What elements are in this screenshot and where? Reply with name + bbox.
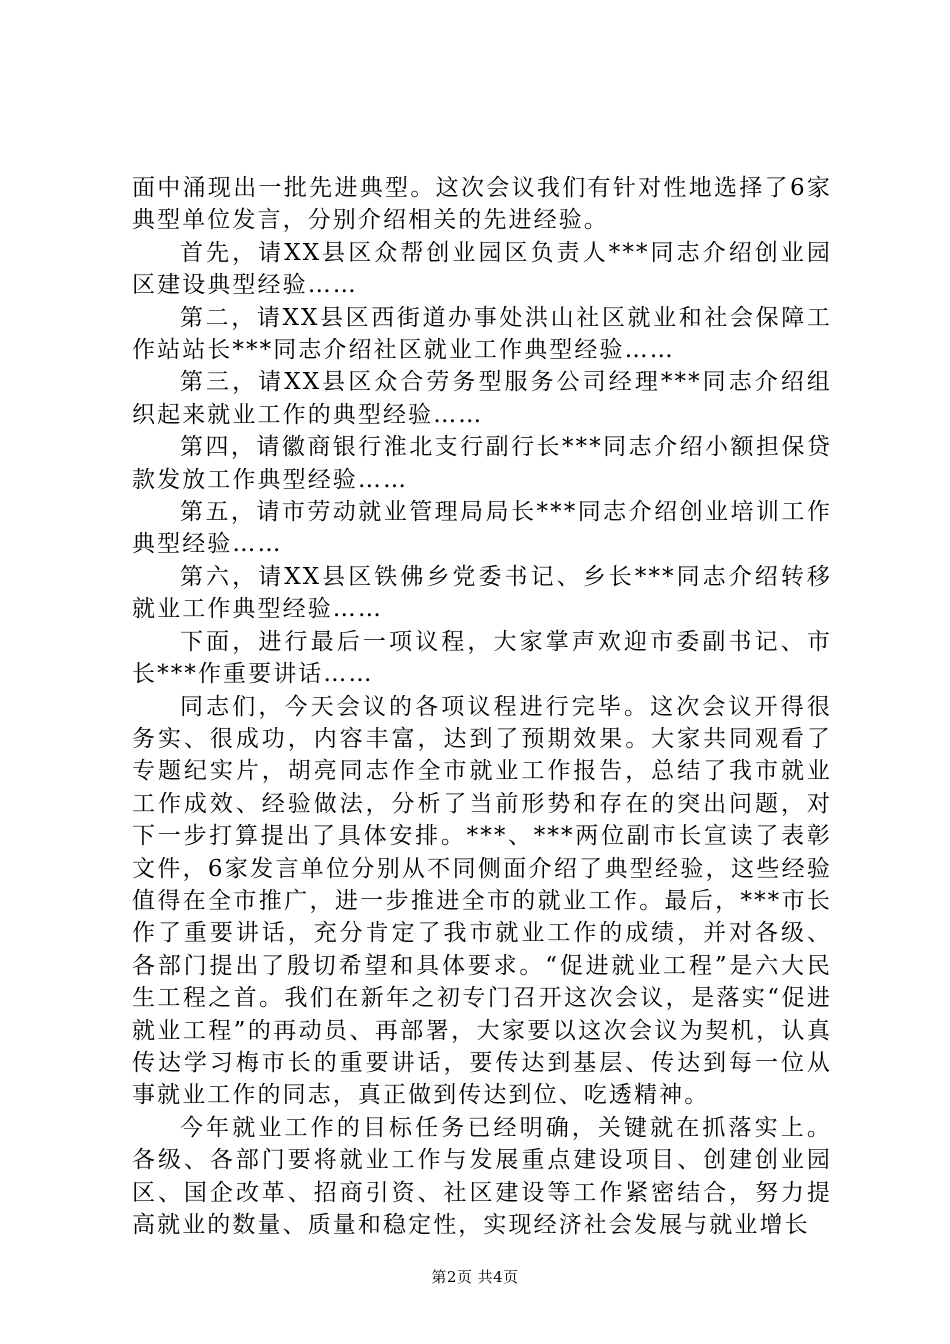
paragraph-8: 下面，进行最后一项议程，大家掌声欢迎市委副书记、市长***作重要讲话…… xyxy=(132,628,832,688)
paragraph-1: 面中涌现出一批先进典型。这次会议我们有针对性地选择了6家典型单位发言，分别介绍相关的先进经验。 xyxy=(132,175,832,234)
document-body xyxy=(132,172,832,1241)
paragraph-7: 第六，请XX县区铁佛乡党委书记、乡长***同志介绍转移就业工作典型经验…… xyxy=(132,563,832,623)
page-number-footer: 第2页 共4页 xyxy=(431,1268,519,1286)
paragraph-3: 第二，请XX县区西街道办事处洪山社区就业和社会保障工作站站长***同志介绍社区就业工作典型经验…… xyxy=(132,304,832,364)
paragraph-10: 今年就业工作的目标任务已经明确，关键就在抓落实上。各级、各部门要将就业工作与发展重点建设项目、创建创业园区、国企改革、招商引资、社区建设等工作紧密结合，努力提高就业的数量、质量和稳定性，实现经济社会发展与就业增长 xyxy=(132,1114,832,1238)
paragraph-6: 第五，请市劳动就业管理局局长***同志介绍创业培训工作典型经验…… xyxy=(132,499,832,558)
paragraph-2: 首先，请XX县区众帮创业园区负责人***同志介绍创业园区建设典型经验…… xyxy=(132,239,832,299)
paragraph-4: 第三，请XX县区众合劳务型服务公司经理***同志介绍组织起来就业工作的典型经验…… xyxy=(132,369,832,428)
paragraph-9: 同志们，今天会议的各项议程进行完毕。这次会议开得很务实、很成功，内容丰富，达到了预期效果。大家共同观看了专题纪实片，胡亮同志作全市就业工作报告，总结了我市就业工作成效、经验做法，分析了当前形势和存在的突出问题，对下一步打算提出了具体安排。***、***两位副市长宣读了表彰文件，6家发言单位分别从不同侧面介绍了典型经验，这些经验值得在全市推广，进一步推进全市的就业工作。最后，***市长作了重要讲话，充分肯定了我市就业工作的成绩，并对各级、各部门提出了殷切希望和具体要求。“促进就业工程”是六大民生工程之首。我们在新年之初专门召开这次会议，是落实“促进就业工程”的再动员、再部署，大家要以这次会议为契机，认真传达学习梅市长的重要讲话，要传达到基层、传达到每一位从事就业工作的同志，真正做到传达到位、吃透精神。 xyxy=(132,693,832,1109)
paragraph-5: 第四，请徽商银行淮北支行副行长***同志介绍小额担保贷款发放工作典型经验…… xyxy=(132,434,832,493)
